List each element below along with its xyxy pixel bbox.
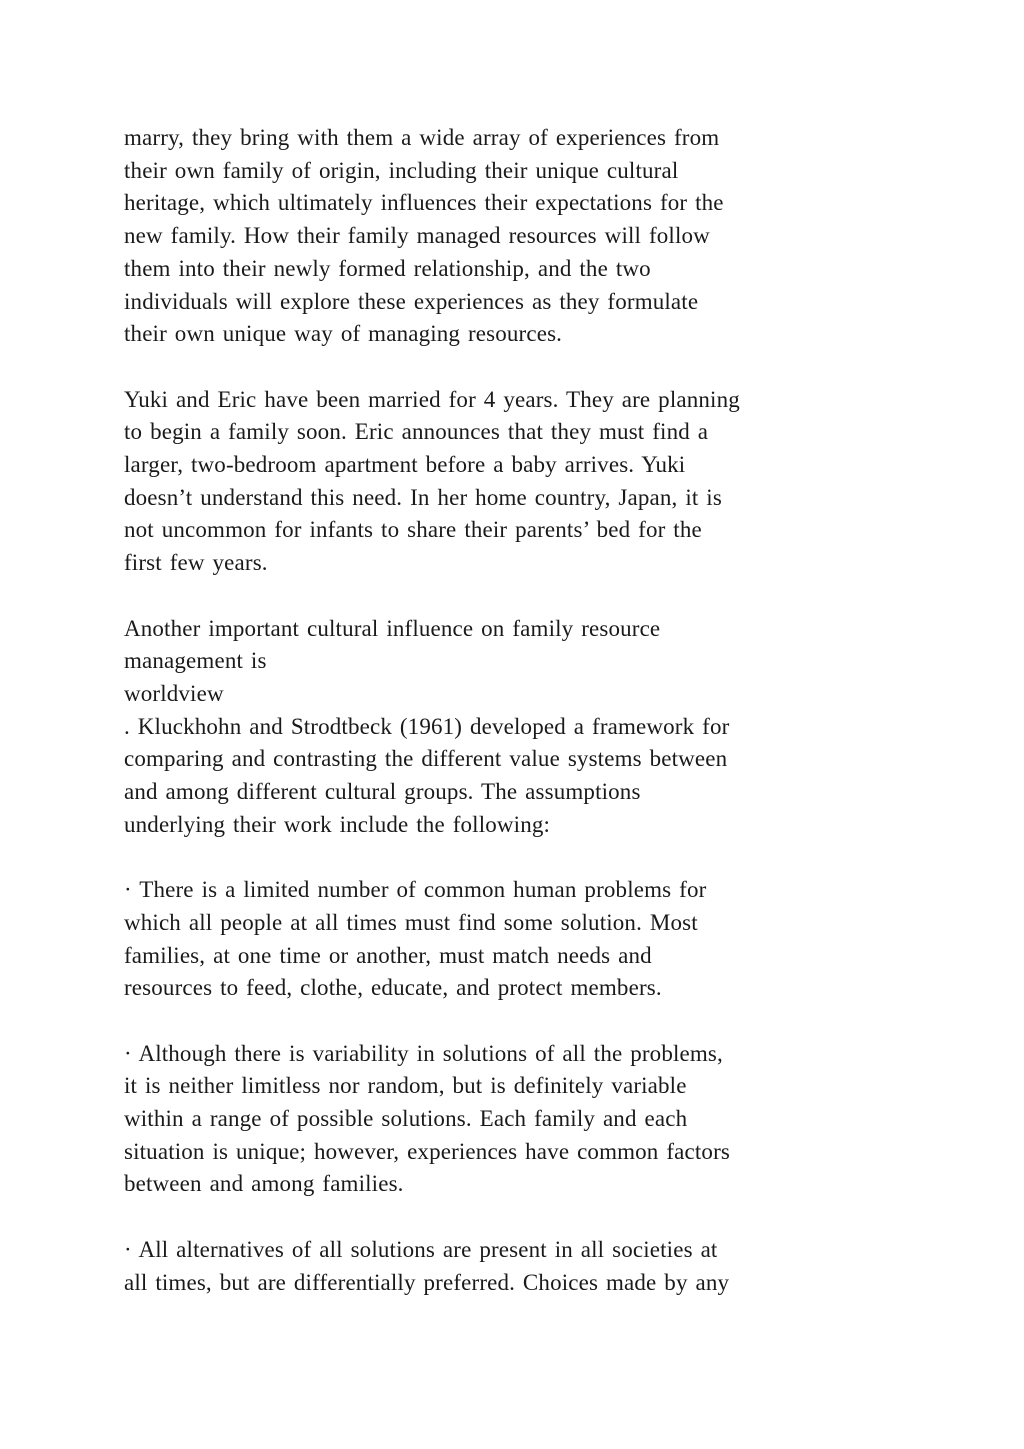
text-line: comparing and contrasting the different value systems between [124, 746, 728, 772]
bullet-alternatives [124, 1234, 904, 1299]
text-line: marry, they bring with them a wide array of experiences from [124, 125, 720, 150]
paragraph-family-of-origin [124, 122, 904, 351]
text-line: doesn’t understand this need. In her home country, Japan, it is [124, 484, 722, 510]
paragraph-gap [124, 841, 904, 874]
paragraph-yuki-and-eric [124, 384, 904, 580]
paragraph-gap [124, 1201, 904, 1234]
text-line: it is neither limitless nor random, but is definitely variable [124, 1073, 687, 1099]
text-line: first few years. [124, 550, 268, 576]
text-line: heritage, which ultimately influences their expectations for the [124, 190, 724, 216]
text-line: worldview [124, 680, 224, 706]
paragraph-gap [124, 1005, 904, 1038]
bullet-limited-problems [124, 874, 904, 1005]
text-line: individuals will explore these experiences as they formulate [124, 288, 699, 314]
text-line: their own family of origin, including their unique cultural [124, 157, 679, 183]
text-line: . Kluckhohn and Strodtbeck (1961) developed a framework for [124, 713, 730, 739]
text-line: within a range of possible solutions. Each family and each [124, 1106, 688, 1132]
text-line: · Although there is variability in solutions of all the problems, [124, 1040, 723, 1066]
text-line: Yuki and Eric have been married for 4 years. They are planning [124, 386, 740, 412]
text-line: between and among families. [124, 1171, 404, 1197]
text-line: resources to feed, clothe, educate, and protect members. [124, 975, 662, 1001]
text-line: and among different cultural groups. The assumptions [124, 779, 641, 805]
text-line: not uncommon for infants to share their parents’ bed for the [124, 517, 702, 543]
bullet-variability [124, 1038, 904, 1202]
paragraph-gap [124, 580, 904, 613]
document-page [124, 122, 904, 1299]
text-line: to begin a family soon. Eric announces that they must find a [124, 419, 709, 445]
text-line: all times, but are differentially preferred. Choices made by any [124, 1269, 730, 1295]
text-line: families, at one time or another, must match needs and [124, 942, 652, 968]
paragraph-gap [124, 351, 904, 384]
text-line: which all people at all times must find some solution. Most [124, 909, 698, 935]
paragraph-worldview [124, 613, 904, 842]
text-line: · All alternatives of all solutions are present in all societies at [124, 1236, 718, 1262]
text-line: Another important cultural influence on family resource [124, 615, 661, 641]
text-line: · There is a limited number of common human problems for [124, 877, 707, 903]
text-line: underlying their work include the following: [124, 811, 551, 837]
text-line: situation is unique; however, experiences have common factors [124, 1138, 730, 1164]
text-line: larger, two-bedroom apartment before a baby arrives. Yuki [124, 452, 686, 478]
text-line: new family. How their family managed resources will follow [124, 223, 710, 249]
text-line: their own unique way of managing resources. [124, 321, 563, 347]
text-line: management is [124, 648, 267, 674]
text-line: them into their newly formed relationship, and the two [124, 255, 651, 281]
